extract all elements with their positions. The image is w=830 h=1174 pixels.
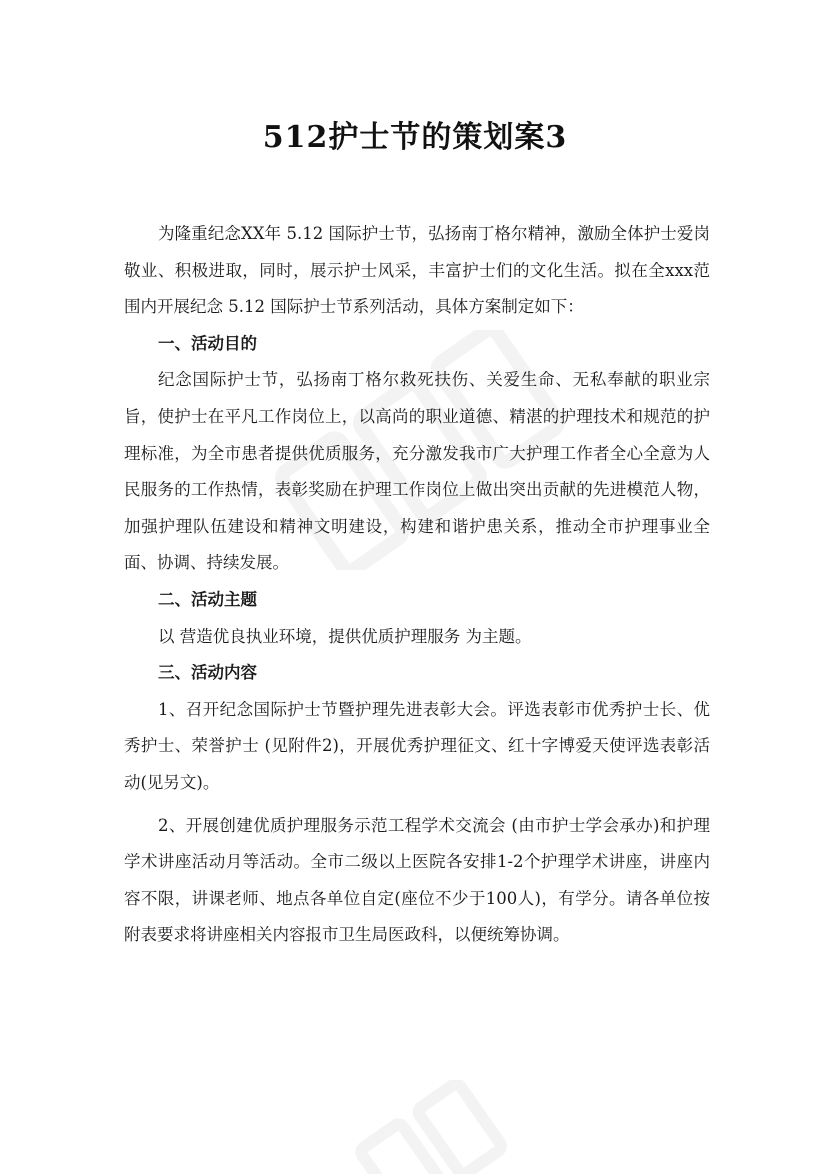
watermark-logo-bottom-icon (330, 1080, 550, 1174)
theme-paragraph: 以 营造优良执业环境，提供优质护理服务 为主题。 (158, 626, 532, 646)
intro-paragraph: 为隆重纪念XX年 5.12 国际护士节，弘扬南丁格尔精神，激励全体护士爱岗敬业、积极进取，同时，展示护士风采，丰富护士们的文化生活。拟在全xxx范围内开展纪念 5.12 国际护士节系列活动，具体方案制定如下： (124, 224, 710, 317)
document-body (124, 216, 710, 954)
section-heading-theme: 二、活动主题 (158, 589, 257, 609)
document-title: 512护士节的策划案3 (262, 120, 568, 155)
purpose-paragraph: 纪念国际护士节，弘扬南丁格尔救死扶伤、关爱生命、无私奉献的职业宗旨，使护士在平凡工作岗位上，以高尚的职业道德、精湛的护理技术和规范的护理标准，为全市患者提供优质服务，充分激发我市广大护理工作者全心全意为人民服务的工作热情，表彰奖励在护理工作岗位上做出突出贡献的先进模范人物，加强护理队伍建设和精神文明建设，构建和谐护患关系，推动全市护理事业全面、协调、持续发展。 (124, 370, 710, 573)
content-item-2: 2、开展创建优质护理服务示范工程学术交流会 (由市护士学会承办)和护理学术讲座活动月等活动。全市二级以上医院各安排1-2个护理学术讲座，讲座内容不限，讲课老师、地点各单位自定(座位不少于100人)，有学分。请各单位按附表要求将讲座相关内容报市卫生局医政科，以便统筹协调。 (124, 815, 710, 945)
content-item-1: 1、召开纪念国际护士节暨护理先进表彰大会。评选表彰市优秀护士长、优秀护士、荣誉护士 (见附件2)，开展优秀护理征文、红十字博爱天使评选表彰活动(见另文)。 (124, 699, 710, 792)
section-heading-content: 三、活动内容 (158, 663, 257, 683)
section-heading-purpose: 一、活动目的 (158, 333, 257, 353)
